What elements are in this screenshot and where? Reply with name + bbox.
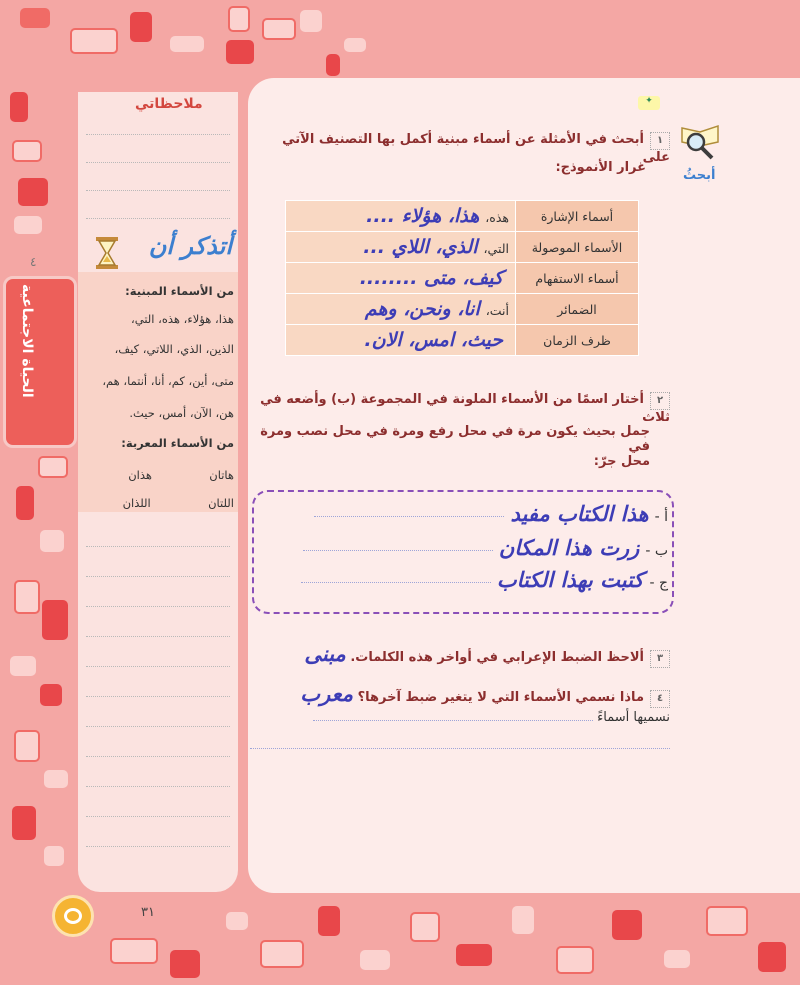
row-answer: كيف، متى ........ — [359, 267, 503, 289]
table-row — [286, 232, 639, 263]
row-answer: هذا، هؤلاء .... — [366, 205, 480, 227]
question-1-text: أبحث في الأمثلة عن أسماء مبنية أكمل بها التصنيف الآتي على — [282, 132, 670, 165]
declined-word: هاتان — [209, 468, 234, 482]
answer-text: زرت هذا المكان — [498, 536, 640, 560]
row-value — [286, 201, 516, 232]
row-value — [286, 232, 516, 263]
built-line: هن، الآن، أمس، حيث. — [129, 406, 234, 420]
declined-word: هذان — [128, 468, 152, 482]
row-label: أسماء الاستفهام — [516, 263, 639, 294]
answer-dotted-line — [250, 748, 670, 749]
question-1-line2: غرار الأنموذج: — [555, 160, 646, 175]
answer-line — [258, 536, 668, 560]
built-line: هذا، هؤلاء، هذه، التي، — [131, 312, 234, 326]
row-answer: الذي، اللاي ... — [363, 236, 478, 258]
row-answer: حيث، امس، الان. — [364, 329, 503, 351]
question-3 — [260, 642, 670, 668]
question-4 — [260, 682, 670, 708]
row-value — [286, 294, 516, 325]
question-2-line: جمل بحيث يكون مرة في محل رفع ومرة في محل نصب ومرة في — [260, 424, 650, 454]
question-3-answer: مبنى — [304, 642, 346, 666]
answer-line — [258, 568, 668, 592]
question-4-line2 — [260, 710, 670, 725]
unit-tab — [3, 276, 77, 448]
row-label: الضمائر — [516, 294, 639, 325]
publisher-logo-icon — [52, 895, 94, 937]
search-book-icon — [676, 120, 724, 166]
notes-title: ملاحظاتي — [135, 96, 203, 112]
question-2-line: أختار اسمًا من الأسماء الملونة في المجموعة (ب) وأضعه في ثلاث — [260, 392, 670, 425]
question-number: ١ — [650, 132, 670, 150]
table-row — [286, 201, 639, 232]
answer-text: هذا الكتاب مفيد — [510, 502, 649, 526]
declined-word: اللتان — [208, 496, 234, 510]
remember-title: أتذكر أن — [148, 232, 232, 260]
answer-line — [258, 502, 668, 526]
question-4-prompt: نسميها أسماءً — [597, 710, 670, 725]
question-number: ٤ — [650, 690, 670, 708]
declined-pair-row — [82, 496, 234, 510]
question-4-answer: معرب — [300, 682, 354, 706]
answer-label: ج - — [649, 575, 668, 591]
built-line: الذين، الذي، اللاتي، كيف، — [114, 342, 234, 356]
badge-icon: ✦ — [638, 96, 660, 110]
table-row — [286, 325, 639, 356]
question-3-text: ألاحظ الضبط الإعرابي في أواخر هذه الكلمات. — [350, 650, 644, 665]
table-row — [286, 294, 639, 325]
declined-pair-row — [82, 468, 234, 482]
unit-number: ٤ — [30, 255, 37, 269]
row-label: أسماء الإشارة — [516, 201, 639, 232]
row-answer: انا، ونحن، وهم — [364, 298, 480, 320]
answer-label: ب - — [645, 543, 668, 559]
answer-text: كتبت بهذا الكتاب — [496, 568, 644, 592]
question-2-line: محل جرّ: — [593, 454, 650, 469]
unit-tab-title: الحياة الاجتماعية — [19, 284, 35, 398]
row-value — [286, 325, 516, 356]
built-header: من الأسماء المبنية: — [125, 284, 234, 298]
row-example: أنت، — [485, 303, 509, 318]
row-example: هذه، — [485, 210, 509, 225]
built-line: متى، أين، كم، أنا، أنتما، هم، — [102, 374, 234, 388]
question-number: ٣ — [650, 650, 670, 668]
question-number: ٢ — [650, 392, 670, 410]
row-value — [286, 263, 516, 294]
declined-word: اللذان — [122, 496, 151, 510]
row-example: التي، — [483, 241, 509, 256]
question-4-text: ماذا نسمي الأسماء التي لا يتغير ضبط آخرها؟ — [357, 690, 644, 705]
classification-table — [285, 200, 639, 356]
row-label: الأسماء الموصولة — [516, 232, 639, 263]
answer-label: أ - — [654, 509, 668, 525]
declined-header: من الأسماء المعربة: — [121, 436, 234, 450]
row-label: ظرف الزمان — [516, 325, 639, 356]
question-2 — [260, 392, 670, 425]
table-row — [286, 263, 639, 294]
page-number: ٣١ — [141, 905, 155, 920]
search-label: أبحثُ — [683, 168, 716, 183]
